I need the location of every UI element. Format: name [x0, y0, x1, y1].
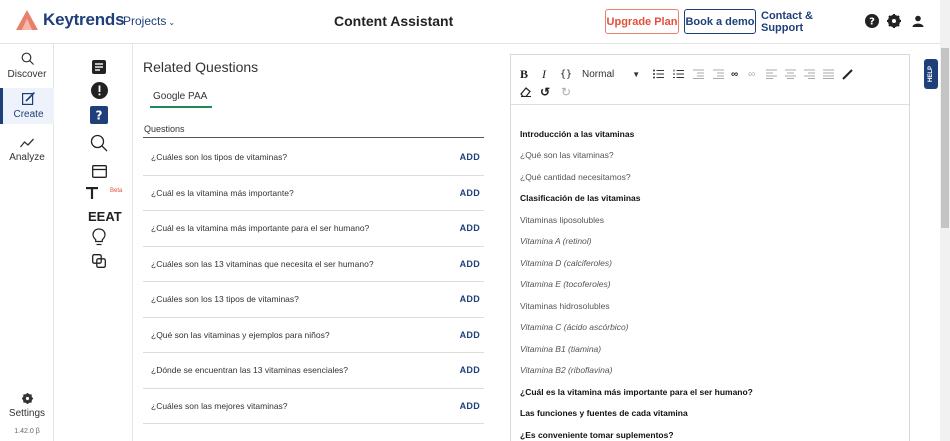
eeat-tool[interactable]: EEAT — [88, 209, 122, 224]
questions-column-header: Questions — [144, 124, 185, 134]
align-justify-icon[interactable] — [823, 67, 834, 81]
help-tab-label: HELP — [928, 65, 935, 83]
list-item — [143, 140, 484, 176]
question-text: ¿Cuál es la vitamina más importante? — [151, 187, 294, 198]
lightbulb-icon[interactable] — [86, 226, 112, 248]
sidebar-item-discover[interactable] — [0, 52, 54, 80]
numbered-list-icon[interactable] — [673, 67, 684, 81]
text-line: Vitaminas hidrosolubles — [520, 300, 610, 311]
heading-line: Las funciones y fuentes de cada vitamina — [520, 408, 688, 419]
highlight-pen-icon[interactable] — [842, 67, 853, 81]
text-line: ¿Qué cantidad necesitamos? — [520, 171, 631, 182]
tab-google-paa[interactable]: Google PAA — [153, 91, 208, 102]
list-item — [143, 247, 484, 283]
questions-list — [143, 140, 484, 424]
italic-line: Vitamina E (tocoferoles) — [520, 279, 611, 290]
projects-menu[interactable] — [123, 14, 175, 28]
format-select-value: Normal — [582, 68, 615, 80]
projects-label: Projects — [123, 14, 167, 28]
search-icon[interactable] — [86, 132, 112, 154]
add-button[interactable]: ADD — [459, 223, 480, 234]
italic-line: Vitamina A (retinol) — [520, 236, 592, 247]
keytrends-logo-icon — [16, 10, 38, 30]
add-button[interactable]: ADD — [459, 400, 480, 411]
related-questions-title: Related Questions — [143, 59, 259, 75]
svg-text:?: ? — [869, 16, 875, 28]
sidebar-item-settings[interactable] — [0, 392, 54, 419]
sidebar-item-label: Discover — [7, 69, 47, 80]
sidebar-item-label: Settings — [8, 408, 46, 419]
gear-icon — [22, 392, 33, 406]
edit-icon — [22, 92, 35, 107]
question-text: ¿Cuáles son los tipos de vitaminas? — [151, 152, 288, 163]
user-icon[interactable] — [910, 13, 926, 29]
sidebar — [0, 44, 54, 441]
code-icon[interactable]: {} — [560, 68, 573, 80]
heading-line: ¿Es conveniente tomar suplementos? — [520, 429, 674, 440]
question-text: ¿Cuáles son las 13 vitaminas que necesita el ser humano? — [151, 258, 374, 269]
content-editor[interactable] — [510, 54, 910, 441]
add-button[interactable]: ADD — [459, 258, 480, 269]
sidebar-item-create[interactable] — [0, 88, 54, 124]
italic-icon[interactable]: I — [542, 66, 546, 81]
undo-icon[interactable]: ↺ — [540, 85, 551, 99]
question-text: ¿Dónde se encuentran las 13 vitaminas esenciales? — [151, 365, 349, 376]
document-body[interactable] — [520, 123, 900, 441]
outline-icon[interactable] — [86, 56, 112, 78]
scrollbar-thumb[interactable] — [941, 48, 949, 228]
sidebar-item-label: Create — [13, 109, 44, 120]
book-demo-button[interactable]: Book a demo — [684, 9, 756, 34]
caret-down-icon: ▼ — [632, 69, 641, 79]
logo[interactable] — [16, 10, 124, 30]
text-line: ¿Qué son las vitaminas? — [520, 150, 614, 161]
question-text: ¿Qué son las vitaminas y ejemplos para niños? — [151, 329, 330, 340]
question-text: ¿Cuáles son los 13 tipos de vitaminas? — [151, 294, 299, 305]
italic-line: Vitamina C (ácido ascórbico) — [520, 322, 629, 333]
question-text: ¿Cuáles son las mejores vitaminas? — [151, 400, 288, 411]
heading-line: ¿Cuál es la vitamina más importante para el ser humano? — [520, 386, 753, 397]
align-left-icon[interactable] — [766, 67, 777, 81]
top-bar — [0, 0, 950, 44]
gear-icon[interactable] — [886, 13, 902, 29]
redo-icon[interactable]: ↻ — [561, 85, 572, 99]
chart-icon — [20, 136, 34, 150]
upgrade-plan-button[interactable]: Upgrade Plan — [605, 9, 679, 34]
heading-line: Introducción a las vitaminas — [520, 128, 635, 139]
window-icon[interactable] — [86, 160, 112, 182]
list-item — [143, 282, 484, 318]
eraser-icon[interactable] — [520, 85, 531, 99]
header-divider — [143, 137, 484, 138]
chevron-down-icon: ⌄ — [168, 18, 176, 27]
page-title: Content Assistant — [334, 13, 454, 29]
active-tab-indicator — [150, 106, 212, 108]
version-label: 1.42.0 β — [14, 428, 40, 435]
page-scrollbar[interactable] — [940, 0, 950, 441]
search-icon — [21, 52, 34, 67]
question-text: ¿Cuál es la vitamina más importante para el ser humano? — [151, 223, 370, 234]
list-item — [143, 176, 484, 212]
unlink-icon[interactable]: ∞ — [748, 68, 756, 80]
indent-icon[interactable] — [713, 67, 724, 81]
beta-badge: Beta — [110, 188, 123, 194]
add-button[interactable]: ADD — [459, 329, 480, 340]
list-item — [143, 318, 484, 354]
text-line: Vitaminas liposolubles — [520, 214, 604, 225]
heading-line: Clasificación de las vitaminas — [520, 193, 641, 204]
help-tab[interactable] — [924, 59, 938, 89]
help-icon[interactable] — [864, 13, 880, 29]
sidebar-item-analyze[interactable] — [0, 136, 54, 163]
alert-icon[interactable] — [86, 79, 112, 101]
italic-line: Vitamina B1 (tiamina) — [520, 343, 602, 354]
panel-divider — [132, 44, 133, 441]
bullet-list-icon[interactable] — [653, 67, 664, 81]
format-select[interactable] — [582, 67, 640, 81]
align-right-icon[interactable] — [804, 67, 815, 81]
add-button[interactable]: ADD — [459, 187, 480, 198]
contact-support-button[interactable]: Contact & Support — [761, 9, 813, 34]
italic-line: Vitamina B2 (riboflavina) — [520, 365, 613, 376]
add-button[interactable]: ADD — [459, 365, 480, 376]
text-tool-icon[interactable] — [85, 186, 99, 203]
svg-text:?: ? — [95, 108, 103, 123]
add-button[interactable]: ADD — [459, 294, 480, 305]
editor-toolbar — [511, 55, 909, 105]
bold-icon[interactable]: B — [520, 66, 529, 81]
align-center-icon[interactable] — [785, 67, 796, 81]
copy-icon[interactable] — [86, 250, 112, 272]
question-icon[interactable] — [86, 104, 112, 126]
outdent-icon[interactable] — [693, 67, 704, 81]
italic-line: Vitamina D (calciferoles) — [520, 257, 612, 268]
add-button[interactable]: ADD — [459, 152, 480, 163]
link-icon[interactable]: ∞ — [731, 68, 739, 80]
sidebar-item-label: Analyze — [9, 152, 45, 163]
list-item — [143, 211, 484, 247]
list-item — [143, 353, 484, 389]
list-item — [143, 389, 484, 425]
brand-name: Keytrends — [43, 10, 125, 29]
